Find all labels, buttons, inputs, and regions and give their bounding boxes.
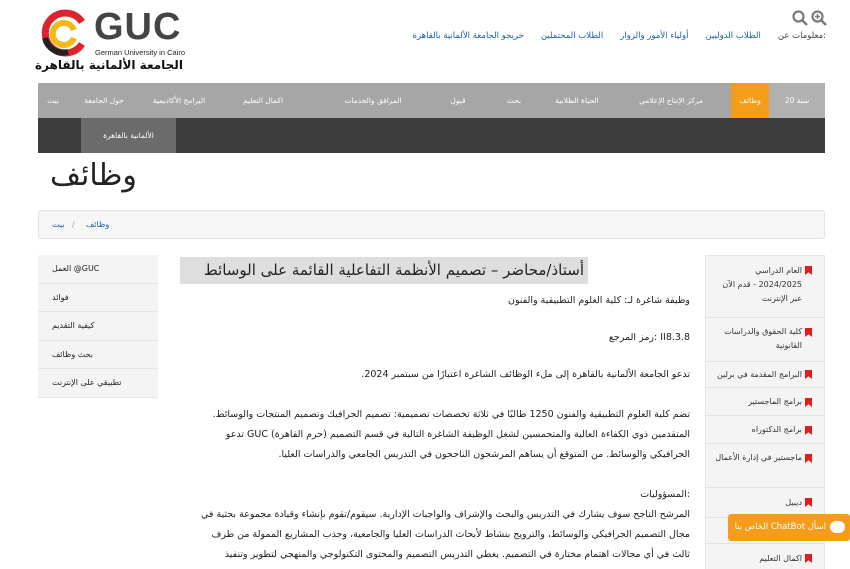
search-icon[interactable] [792,10,808,26]
nav-item-research[interactable]: بحث [506,96,522,105]
responsibilities-line-2: مجال التصميم الجرافيكي والوسائط، والترويج بنشاط لأبحاث الدراسات العليا والجامعية، وجذب المشاريع الممولة من طرف [211,529,690,540]
job-title: أستاذ/محاضر – تصميم الأنظمة التفاعلية القائمة على الوسائط [180,257,588,284]
nav-item-home[interactable]: بيت [47,96,59,105]
bookmark-icon [805,426,812,435]
top-links [412,31,826,41]
logo-subtitle: German University in Cairo [95,48,186,57]
nav-item-20-years[interactable]: سنة 20 [769,83,825,118]
right-menu-item-masters[interactable] [706,388,824,416]
breadcrumb [38,210,825,239]
right-menu-label: برامج الدكتوراه [751,425,802,434]
breadcrumb-home[interactable]: بيت [52,220,65,229]
right-menu-label: اكمال التعليم [759,554,802,563]
right-menu-label: العام الدراسي 2024/2025 - قدم الآن عبر الإنترنت [722,266,802,303]
chatbot-label: اسأل ChatBot الخاص بنا [734,522,826,532]
nav-item-facilities[interactable]: المرافق والخدمات [344,96,402,105]
toplinks-label: :معلومات عن [777,31,826,41]
left-menu-benefits[interactable]: فوائد [38,284,158,313]
job-description-line-3: الجرافيكي والوسائط. من المتوقع أن يساهم المرشحون الناجحون في التدريس الجامعي والدراسات العليا. [278,449,690,460]
job-intro: تدعو الجامعة الألمانية بالقاهرة إلى ملء الوظائف الشاغرة اعتبارًا من سبتمبر 2024. [361,369,690,380]
right-menu-item-phd[interactable] [706,416,824,444]
chatbot-button[interactable] [728,514,850,541]
search-tools [792,10,828,26]
toplink-international[interactable]: الطلاب الدوليين [705,31,761,41]
nav-item-academic-programs[interactable]: البرامج الأكاديمية [152,96,206,105]
left-menu-my-application[interactable]: تطبيقي على الإنترنت [38,369,158,398]
main-nav [38,83,825,118]
right-menu-label: برامج الماجستير [748,397,802,406]
toplink-alumni[interactable]: خريجو الجامعة الألمانية بالقاهرة [412,31,524,41]
toplink-prospective[interactable]: الطلاب المحتملين [540,31,604,41]
chat-bubble-icon [830,521,845,533]
left-menu [38,255,158,398]
right-menu-item-continuing-education[interactable] [706,544,824,569]
bookmark-icon [805,498,812,507]
right-menu-label: كلية الحقوق والدراسات القانونية [724,327,802,350]
logo-arabic-name: الجامعة الألمانية بالقاهرة [35,58,183,72]
job-description-line-1: تضم كلية العلوم التطبيقية والفنون 1250 طالبًا في ثلاثة تخصصات تصميمية: تصميم الجرافيك وتصميم المنتجات والوسائط. [212,409,690,420]
right-menu-item-apply-online[interactable] [706,256,824,318]
sub-nav [38,118,825,153]
bookmark-icon [805,370,812,379]
nav-item-jobs[interactable]: وظائف [731,83,769,118]
nav-item-continuing-education[interactable]: اكمال التعليم [242,96,284,105]
right-menu-item-mba[interactable] [706,444,824,488]
responsibilities-line-1: المرشح الناجح سوف يشارك في التدريس والبحث والإشراف والواجبات الإدارية. سيقوم/تقوم بإنشاء وقيادة مجموعة بحثية في [200,509,690,520]
right-menu-item-berlin[interactable] [706,362,824,388]
responsibilities-heading: :المسؤوليات [640,489,690,500]
left-menu-work-at-guc[interactable]: GUC@ العمل [38,255,158,284]
toplink-parents[interactable]: أولياء الأمور والزوار [620,31,689,41]
bookmark-icon [805,398,812,407]
nav-item-admission[interactable]: قبول [450,96,466,105]
logo-wordmark: GUC [94,6,182,48]
breadcrumb-separator: / [72,220,75,229]
bookmark-icon [805,266,812,275]
right-menu-label: ماجستير في إدارة الأعمال [715,453,802,462]
zoom-in-icon[interactable] [811,10,827,26]
guc-logo[interactable] [35,6,198,78]
guc-logo-mark-icon [38,8,88,58]
breadcrumb-jobs[interactable]: وظائف [86,220,110,229]
nav-item-student-life[interactable]: الحياة الطلابية [555,96,599,105]
job-description-line-2: المتقدمين ذوي الكفاءة العالية والمتحمسين لشغل الوظيفة الشاغرة التالية في قسم التصميم (حرم القاهرة) GUC تدعو [225,429,690,440]
left-menu-how-to-apply[interactable]: كيفية التقديم [38,312,158,341]
nav-item-media-center[interactable]: مركز الإنتاج الإعلامي [638,96,704,105]
responsibilities-line-3: ثالث في أي مجالات اهتمام مختارة في التصميم. يغطي التدريس التصميم والمحتوى التكنولوجي والمنهجي لتطوير وتنفيذ [224,549,690,560]
left-menu-job-search[interactable]: بحث وظائف [38,341,158,370]
bookmark-icon [805,328,812,337]
subnav-item-guc[interactable]: الألمانية بالقاهرة [81,118,176,153]
job-ref-code: II8.3.8 :رمز المرجع [608,332,690,343]
bookmark-icon [805,454,812,463]
right-menu-label: البرامج المقدمة في برلين [717,370,802,379]
right-menu-item-law[interactable] [706,318,824,362]
right-menu-label: ديبيل [785,498,802,507]
site-header [0,0,850,83]
job-faculty: وظيفة شاغرة لـ: كلية العلوم التطبيقية والفنون [507,295,690,306]
bookmark-icon [805,554,812,563]
page-title: وظائف [50,158,137,193]
nav-item-about[interactable]: حول الجامعة [84,96,124,105]
